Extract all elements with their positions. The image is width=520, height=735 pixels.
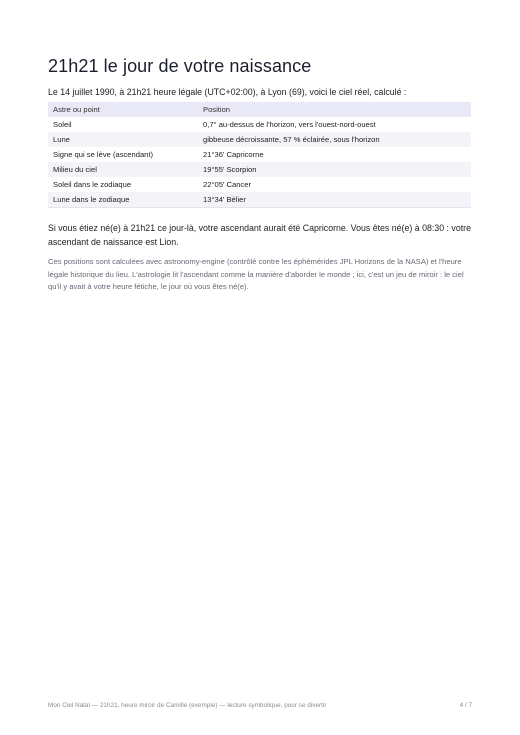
row-astre: Soleil dans le zodiaque xyxy=(53,180,132,189)
footer-text: Mon Ciel Natal — 21h21, heure miroir de Camille (exemple) — lecture symbolique, pour se divertir xyxy=(48,702,327,709)
row-astre: Milieu du ciel xyxy=(48,162,199,177)
header-astre: Astre ou point xyxy=(48,102,199,117)
page-number: 4 / 7 xyxy=(459,702,472,709)
ascendant-summary: Si vous étiez né(e) à 21h21 ce jour-là, votre ascendant aurait été Capricorne. Vous êtes né(e) à 08:30 : votre ascendant de naissance est Lion. xyxy=(48,223,471,247)
table-row xyxy=(48,117,471,132)
page-footer xyxy=(48,702,472,709)
page-title: 21h21 le jour de votre naissance xyxy=(48,56,312,76)
row-position: 13°34' Bélier xyxy=(199,192,471,208)
table-row xyxy=(48,147,471,162)
table-row xyxy=(48,132,471,147)
table-row xyxy=(48,192,471,208)
row-position: 19°55' Scorpion xyxy=(199,162,471,177)
sky-positions-table xyxy=(48,102,471,208)
intro-text: Le 14 juillet 1990, à 21h21 heure légale (UTC+02:00), à Lyon (69), voici le ciel réel, calculé : xyxy=(48,87,407,97)
header-position: Position xyxy=(199,102,471,117)
table-header-row xyxy=(48,102,471,117)
row-position: 21°36' Capricorne xyxy=(203,150,264,159)
row-position: 0,7° au-dessus de l'horizon, vers l'ouest-nord-ouest xyxy=(203,120,376,129)
table-row xyxy=(48,177,471,192)
methodology-note: Ces positions sont calculées avec astronomy-engine (contrôlé contre les éphémérides JPL Horizons de la NASA) et l'heure légale historique du lieu. L'astrologie lit l'ascendant comme la manière d'aborder le monde ; ici, c'est un jeu de miroir : le ciel qu'il y avait à votre heure fétiche, le jour où vous êtes né(e). xyxy=(48,257,464,291)
page-content xyxy=(48,52,472,294)
row-astre: Soleil xyxy=(53,120,72,129)
row-position: 22°05' Cancer xyxy=(203,180,251,189)
row-astre: Lune xyxy=(48,132,199,147)
row-position: gibbeuse décroissante, 57 % éclairée, sous l'horizon xyxy=(199,132,471,147)
table-row xyxy=(48,162,471,177)
row-astre: Lune dans le zodiaque xyxy=(48,192,199,208)
row-astre: Signe qui se lève (ascendant) xyxy=(53,150,154,159)
